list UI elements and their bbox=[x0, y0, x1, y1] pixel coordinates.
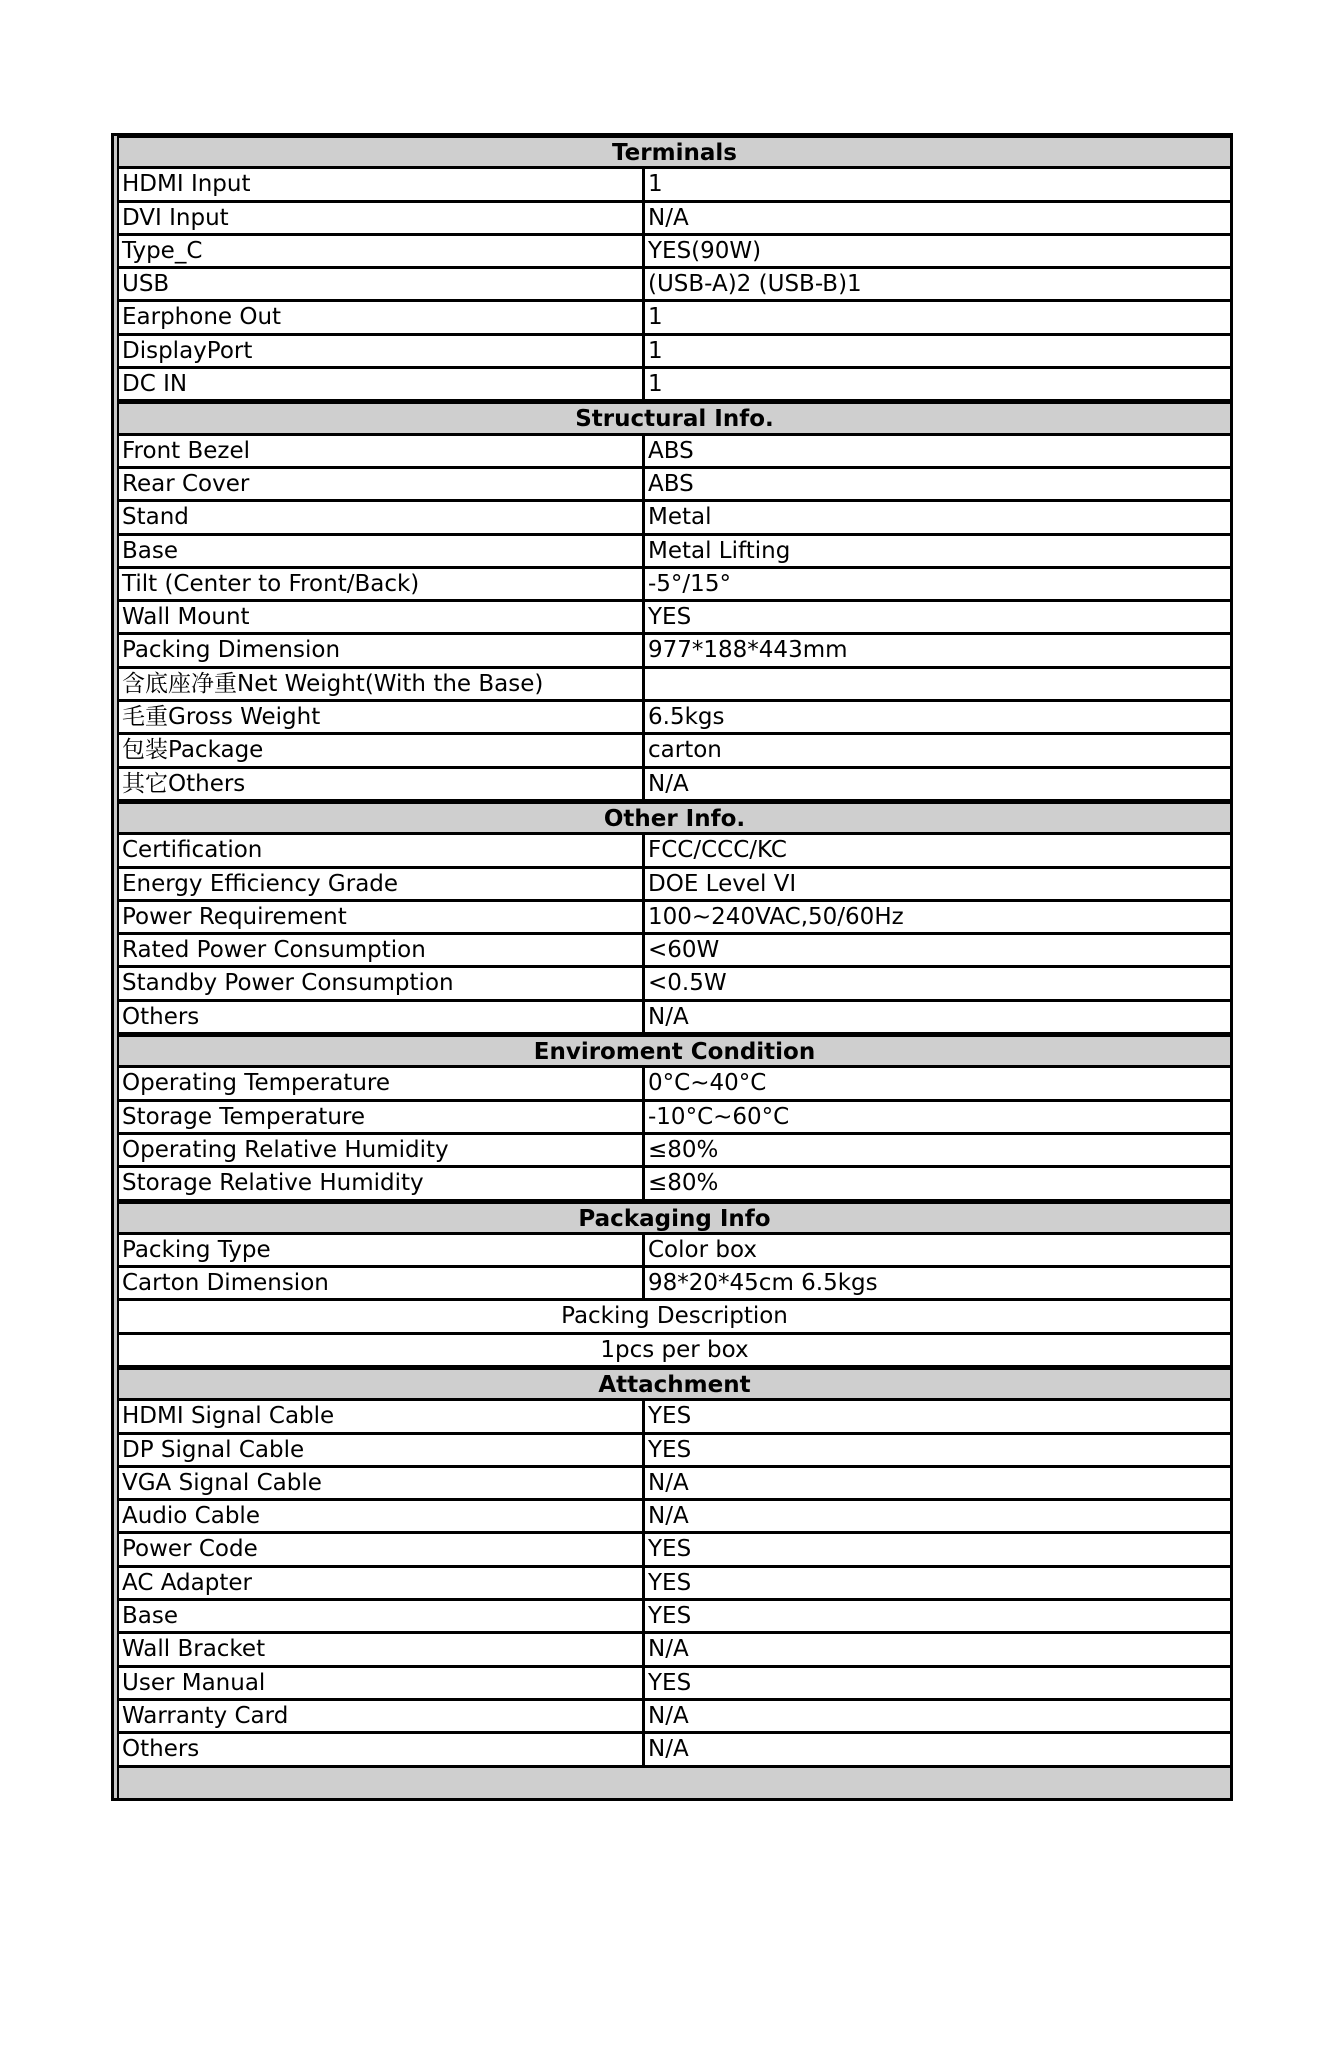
table-row bbox=[119, 1002, 1230, 1035]
table-row bbox=[119, 369, 1230, 402]
section-header: Packaging Info bbox=[119, 1202, 1230, 1235]
spec-label: Packing Dimension bbox=[119, 635, 645, 665]
section-header: Enviroment Condition bbox=[119, 1035, 1230, 1068]
spec-value: 1 bbox=[648, 337, 663, 364]
table-row bbox=[119, 1168, 1230, 1201]
spec-value: N/A bbox=[648, 770, 689, 797]
spec-label: Base bbox=[119, 536, 645, 566]
table-footer-blank bbox=[119, 1768, 1230, 1798]
spec-value: 977*188*443mm bbox=[648, 637, 848, 664]
packing-description-row: Packing Description bbox=[119, 1301, 1230, 1334]
spec-label: Certification bbox=[119, 835, 645, 865]
spec-label: DP Signal Cable bbox=[119, 1435, 645, 1465]
spec-label: Storage Temperature bbox=[119, 1102, 645, 1132]
spec-label: Wall Mount bbox=[119, 602, 645, 632]
table-row bbox=[119, 302, 1230, 335]
table-row bbox=[119, 935, 1230, 968]
spec-label: Others bbox=[119, 1002, 645, 1032]
spec-label: Operating Relative Humidity bbox=[119, 1135, 645, 1165]
spec-label: Operating Temperature bbox=[119, 1068, 645, 1098]
spec-value: (USB-A)2 (USB-B)1 bbox=[648, 271, 862, 298]
spec-label: Packing Type bbox=[119, 1235, 645, 1265]
spec-value: DOE Level VI bbox=[648, 870, 797, 897]
table-row bbox=[119, 1501, 1230, 1534]
spec-label: Rated Power Consumption bbox=[119, 935, 645, 965]
spec-label: Carton Dimension bbox=[119, 1268, 645, 1298]
table-row bbox=[119, 1568, 1230, 1601]
spec-label: HDMI Input bbox=[119, 169, 645, 199]
spec-value: 1 bbox=[648, 371, 663, 398]
table-row bbox=[119, 1102, 1230, 1135]
spec-value: N/A bbox=[648, 1469, 689, 1496]
spec-label: 其它Others bbox=[119, 769, 645, 799]
spec-value: N/A bbox=[648, 1702, 689, 1729]
table-row bbox=[119, 1401, 1230, 1434]
spec-value: YES bbox=[648, 1569, 692, 1596]
spec-value: Metal Lifting bbox=[648, 537, 791, 564]
table-row bbox=[119, 1235, 1230, 1268]
section-header: Attachment bbox=[119, 1368, 1230, 1401]
table-row bbox=[119, 1534, 1230, 1567]
spec-label: Tilt (Center to Front/Back) bbox=[119, 569, 645, 599]
spec-value: ABS bbox=[648, 470, 694, 497]
spec-value: YES bbox=[648, 1603, 692, 1630]
spec-value: YES(90W) bbox=[648, 237, 762, 264]
spec-value: -10°C~60°C bbox=[648, 1103, 790, 1130]
spec-label: AC Adapter bbox=[119, 1568, 645, 1598]
spec-label: Audio Cable bbox=[119, 1501, 645, 1531]
spec-value: <60W bbox=[648, 937, 720, 964]
spec-label: Warranty Card bbox=[119, 1701, 645, 1731]
table-row bbox=[119, 1068, 1230, 1101]
table-row bbox=[119, 1634, 1230, 1667]
spec-value: ≤80% bbox=[648, 1170, 719, 1197]
table-row bbox=[119, 669, 1230, 702]
spec-label: USB bbox=[119, 269, 645, 299]
spec-value bbox=[645, 669, 1230, 699]
table-row bbox=[119, 336, 1230, 369]
table-row bbox=[119, 869, 1230, 902]
spec-sheet-table bbox=[111, 133, 1233, 1801]
table-row bbox=[119, 769, 1230, 802]
table-row bbox=[119, 269, 1230, 302]
table-row bbox=[119, 835, 1230, 868]
section-header: Structural Info. bbox=[119, 402, 1230, 435]
table-row bbox=[119, 436, 1230, 469]
spec-label: Storage Relative Humidity bbox=[119, 1168, 645, 1198]
spec-value: 0°C~40°C bbox=[648, 1070, 767, 1097]
table-row bbox=[119, 203, 1230, 236]
spec-value: 1 bbox=[648, 171, 663, 198]
spec-value: N/A bbox=[648, 204, 689, 231]
spec-label: Stand bbox=[119, 502, 645, 532]
spec-label: Standby Power Consumption bbox=[119, 968, 645, 998]
section-header: Terminals bbox=[119, 136, 1230, 169]
spec-table-body bbox=[117, 136, 1230, 1798]
spec-label: 包装Package bbox=[119, 735, 645, 765]
table-row bbox=[119, 1135, 1230, 1168]
table-row bbox=[119, 1701, 1230, 1734]
table-row bbox=[119, 569, 1230, 602]
section-header: Other Info. bbox=[119, 802, 1230, 835]
table-row bbox=[119, 702, 1230, 735]
spec-label: DVI Input bbox=[119, 203, 645, 233]
spec-label: DisplayPort bbox=[119, 336, 645, 366]
table-row bbox=[119, 236, 1230, 269]
spec-label: Power Requirement bbox=[119, 902, 645, 932]
table-row bbox=[119, 1468, 1230, 1501]
spec-value: 6.5kgs bbox=[648, 704, 725, 731]
table-row bbox=[119, 169, 1230, 202]
table-row bbox=[119, 635, 1230, 668]
spec-value: <0.5W bbox=[648, 970, 727, 997]
spec-label: Front Bezel bbox=[119, 436, 645, 466]
spec-label: Wall Bracket bbox=[119, 1634, 645, 1664]
spec-value: 1 bbox=[648, 304, 663, 331]
spec-label: Type_C bbox=[119, 236, 645, 266]
table-row bbox=[119, 502, 1230, 535]
spec-label: VGA Signal Cable bbox=[119, 1468, 645, 1498]
spec-value: N/A bbox=[648, 1636, 689, 1663]
spec-label: Earphone Out bbox=[119, 302, 645, 332]
spec-label: Others bbox=[119, 1734, 645, 1764]
table-row bbox=[119, 602, 1230, 635]
table-row bbox=[119, 735, 1230, 768]
spec-value: YES bbox=[648, 1403, 692, 1430]
spec-value: Color box bbox=[648, 1236, 757, 1263]
table-row bbox=[119, 902, 1230, 935]
spec-label: Energy Efficiency Grade bbox=[119, 869, 645, 899]
spec-label: User Manual bbox=[119, 1668, 645, 1698]
table-row bbox=[119, 1734, 1230, 1767]
table-row bbox=[119, 536, 1230, 569]
table-row bbox=[119, 968, 1230, 1001]
spec-value: FCC/CCC/KC bbox=[648, 837, 787, 864]
spec-value: -5°/15° bbox=[648, 570, 731, 597]
spec-value: YES bbox=[648, 1536, 692, 1563]
spec-value: YES bbox=[648, 1436, 692, 1463]
spec-label: Base bbox=[119, 1601, 645, 1631]
spec-label: HDMI Signal Cable bbox=[119, 1401, 645, 1431]
spec-label: Rear Cover bbox=[119, 469, 645, 499]
table-row bbox=[119, 1668, 1230, 1701]
table-row bbox=[119, 469, 1230, 502]
spec-value: YES bbox=[648, 604, 692, 631]
spec-value: ≤80% bbox=[648, 1136, 719, 1163]
spec-value: Metal bbox=[648, 504, 712, 531]
spec-value: N/A bbox=[648, 1736, 689, 1763]
table-row bbox=[119, 1268, 1230, 1301]
spec-value: N/A bbox=[648, 1003, 689, 1030]
spec-value: carton bbox=[648, 737, 722, 764]
table-row bbox=[119, 1601, 1230, 1634]
spec-value: ABS bbox=[648, 437, 694, 464]
spec-value: N/A bbox=[648, 1503, 689, 1530]
packing-description-row: 1pcs per box bbox=[119, 1335, 1230, 1368]
spec-value: 100~240VAC,50/60Hz bbox=[648, 903, 904, 930]
spec-label: Power Code bbox=[119, 1534, 645, 1564]
spec-value: 98*20*45cm 6.5kgs bbox=[648, 1270, 878, 1297]
table-row bbox=[119, 1435, 1230, 1468]
spec-label: DC IN bbox=[119, 369, 645, 399]
spec-value: YES bbox=[648, 1669, 692, 1696]
spec-label: 毛重Gross Weight bbox=[119, 702, 645, 732]
spec-label: 含底座净重Net Weight(With the Base) bbox=[119, 669, 645, 699]
